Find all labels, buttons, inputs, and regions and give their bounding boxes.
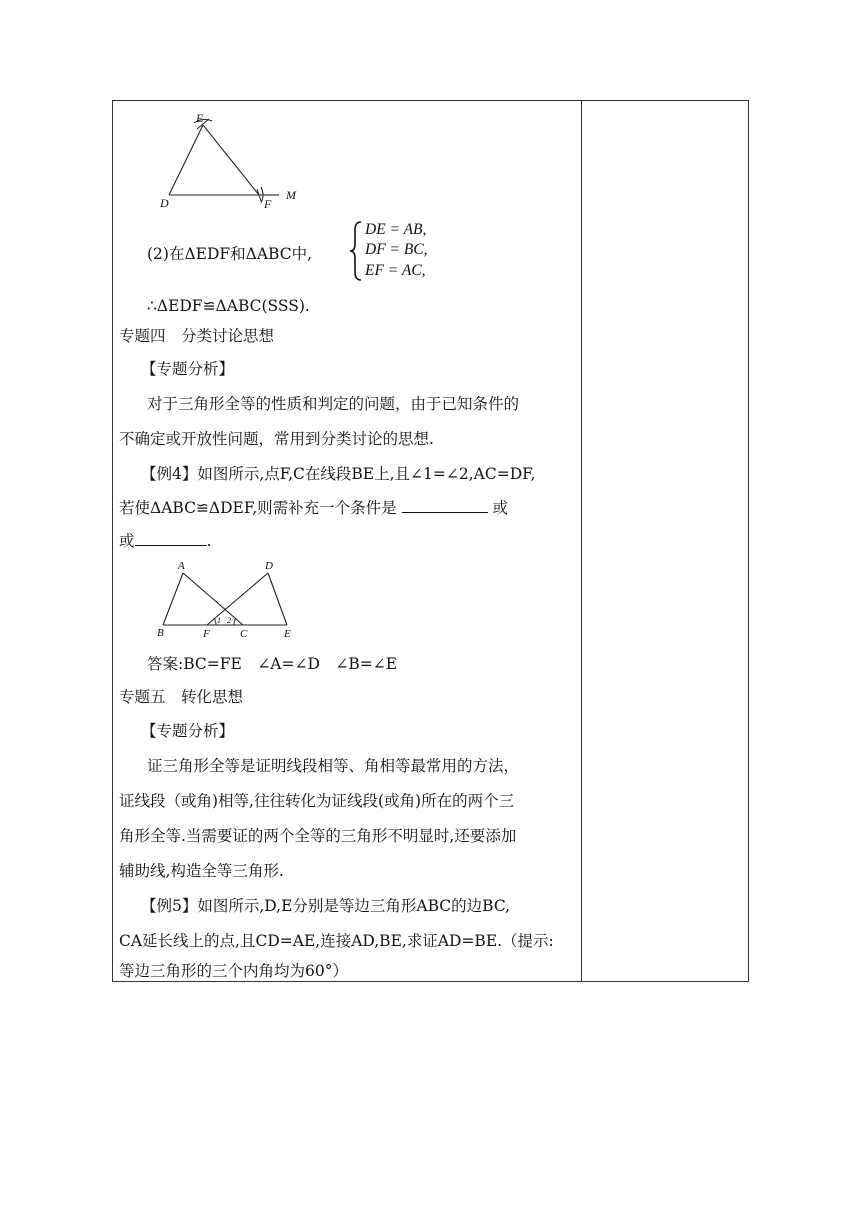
equation-3: EF = AC,: [365, 262, 426, 279]
proof-conclusion-post: .: [304, 297, 310, 315]
proof-conclusion-body: ΔEDF≌ΔABC(SSS): [156, 297, 305, 315]
label-c: C: [240, 628, 248, 640]
example4-line-2: [119, 498, 575, 518]
figure-triangle-edf: [153, 111, 313, 211]
label-angle-1: 1: [217, 616, 221, 625]
example5-line-3: 等边三角形的三个内角均为60°）: [119, 962, 348, 980]
equation-2: DF = BC,: [365, 241, 428, 258]
label-e: E: [196, 111, 204, 125]
label-b: B: [157, 627, 164, 639]
equation-1: DE = AB,: [365, 221, 427, 238]
example4-or-1: 或: [492, 499, 509, 517]
example5-line-1: 【例5】如图所示,D,E分别是等边三角形ABC的边BC,: [141, 897, 511, 915]
label-e2: E: [284, 628, 291, 640]
topic5-analysis-heading: 【专题分析】: [141, 722, 235, 740]
topic5-body-4: 辅助线,构造全等三角形.: [119, 862, 284, 880]
topic4-analysis-heading: 【专题分析】: [141, 360, 235, 378]
answer-blank-1[interactable]: [402, 498, 488, 513]
lesson-table: [112, 100, 749, 982]
proof-conclusion-pre: ∴: [147, 297, 157, 315]
topic5-body-3: 角形全等.当需要证的两个全等的三角形不明显时,还要添加: [119, 827, 517, 845]
topic4-body-2: 不确定或开放性问题，常用到分类讨论的思想.: [119, 430, 434, 448]
topic4-title: 专题四 分类讨论思想: [119, 327, 275, 345]
label-f: F: [264, 197, 272, 211]
figure-triangles-abc-def: [153, 556, 303, 641]
example4-or-2: 或: [119, 532, 135, 550]
example4-line-3: [119, 531, 575, 551]
example4-line-1: 【例4】如图所示,点F,C在线段BE上,且∠1=∠2,AC=DF,: [141, 465, 536, 483]
brace-icon: [349, 220, 363, 282]
notes-cell: [582, 101, 748, 981]
proof-conclusion: [147, 296, 603, 316]
proof-intro-text: (2)在ΔEDF和ΔABC中,: [147, 245, 312, 263]
answer-blank-2[interactable]: [135, 531, 207, 546]
label-m: M: [286, 188, 296, 202]
label-d: D: [160, 196, 169, 210]
label-d2: D: [265, 560, 273, 572]
topic4-body-1: 对于三角形全等的性质和判定的问题，由于已知条件的: [147, 395, 520, 413]
example5-line-2: CA延长线上的点,且CD=AE,连接AD,BE,求证AD=BE.（提示:: [119, 932, 554, 950]
label-angle-2: 2: [227, 616, 231, 625]
content-cell: [113, 101, 581, 981]
topic5-body-1: 证三角形全等是证明线段相等、角相等最常用的方法，: [147, 757, 520, 775]
label-a: A: [178, 560, 185, 572]
example4-line-2-text: 若使ΔABC≌ΔDEF,则需补充一个条件是: [119, 499, 397, 517]
topic5-title: 专题五 转化思想: [119, 688, 244, 706]
label-f2: F: [203, 628, 210, 640]
example4-end: .: [206, 532, 212, 550]
topic5-body-2: 证线段（或角)相等,往往转化为证线段(或角)所在的两个三: [119, 792, 515, 810]
example4-answer: 答案:BC=FE ∠A=∠D ∠B=∠E: [147, 655, 398, 673]
